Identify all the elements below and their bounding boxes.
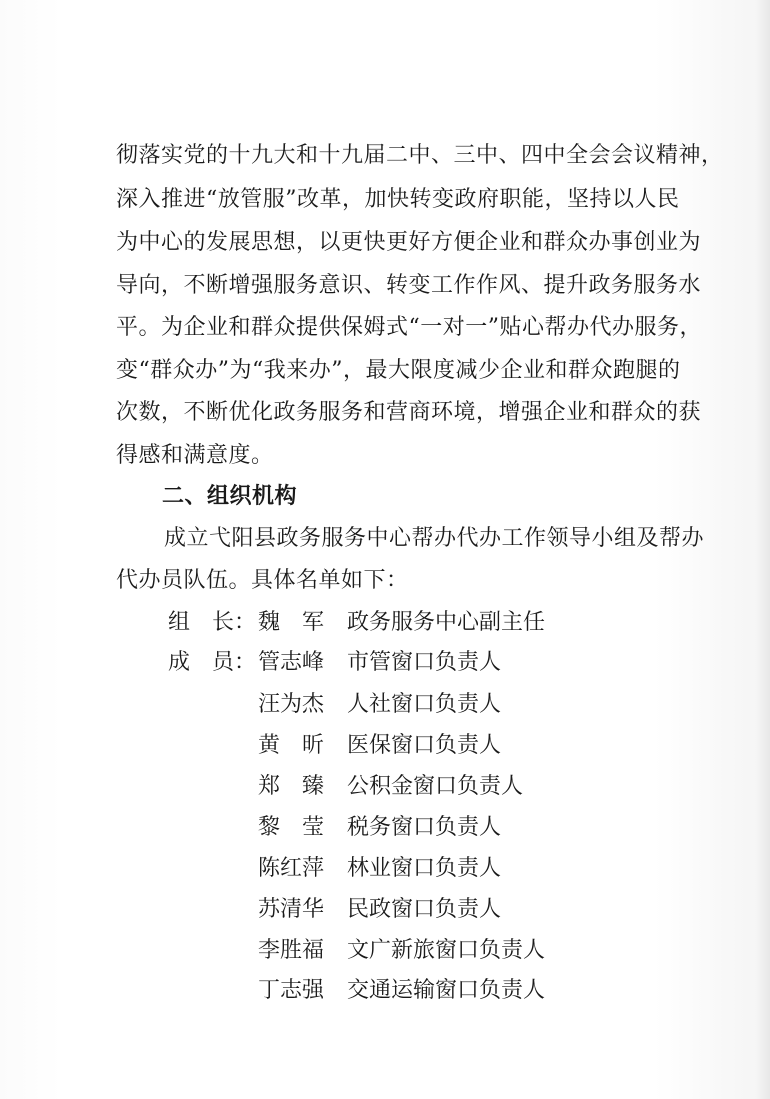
member-post: 公积金窗口负责人 [347,774,524,799]
member-post: 民政窗口负责人 [347,897,502,922]
paragraph-line-8: 得感和满意度。 [116,443,274,468]
paragraph-line-7: 次数，不断优化政务服务和营商环境，增强企业和群众的获 [116,400,702,425]
paragraph-line-2: 深入推进“放管服”改革，加快转变政府职能，坚持以人民 [116,187,680,212]
member-name: 李胜福 [258,938,325,963]
member-post: 人社窗口负责人 [347,692,502,717]
member-name: 汪为杰 [258,692,325,717]
member-name: 郑 臻 [258,774,325,799]
paragraph-line-5: 平。为企业和群众提供保姆式“一对一”贴心帮办代办服务， [116,315,702,340]
intro-line-1: 成立弋阳县政务服务中心帮办代办工作领导小组及帮办 [164,526,705,551]
member-name: 丁志强 [258,978,325,1003]
section-heading: 二、组织机构 [162,483,298,509]
member-name: 陈红萍 [258,856,325,881]
member-post: 医保窗口负责人 [347,733,502,758]
member-role: 组 长： [168,610,257,635]
member-name: 管志峰 [258,650,325,675]
member-post: 林业窗口负责人 [347,856,502,881]
member-role: 成 员： [168,650,257,675]
member-name: 黄 昕 [258,733,325,758]
member-post: 市管窗口负责人 [347,650,502,675]
member-post: 文广新旅窗口负责人 [347,938,546,963]
paragraph-line-4: 导向，不断增强服务意识、转变工作作风、提升政务服务水 [116,273,702,298]
member-post: 政务服务中心副主任 [347,610,546,635]
member-name: 苏清华 [258,897,325,922]
page-edge-shadow [756,0,770,1099]
member-name: 黎 莹 [258,815,325,840]
member-post: 交通运输窗口负责人 [347,978,546,1003]
paragraph-line-3: 为中心的发展思想，以更快更好方便企业和群众办事创业为 [116,230,702,255]
member-post: 税务窗口负责人 [347,815,502,840]
paragraph-line-6: 变“群众办”为“我来办”，最大限度减少企业和群众跑腿的 [116,358,681,383]
paragraph-line-1: 彻落实党的十九大和十九届二中、三中、四中全会会议精神， [116,143,724,168]
member-name: 魏 军 [258,610,325,635]
intro-line-2: 代办员队伍。具体名单如下： [116,568,409,593]
